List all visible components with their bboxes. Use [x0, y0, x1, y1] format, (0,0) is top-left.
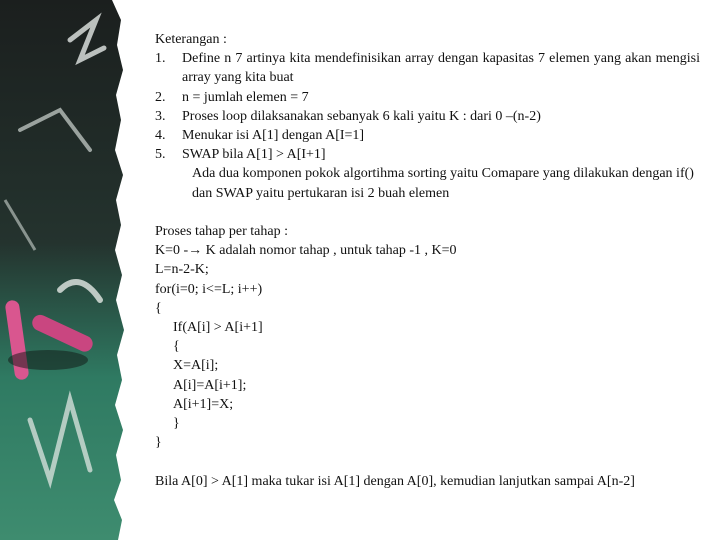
arrow-icon: → — [188, 243, 203, 259]
chalkboard-image — [0, 0, 140, 540]
item-text: n = jumlah elemen = 7 — [182, 89, 309, 105]
code-line: { — [173, 339, 180, 355]
chalkboard-decoration — [0, 0, 140, 540]
code-line: { — [155, 300, 162, 316]
code-line: If(A[i] > A[i+1] — [173, 320, 263, 336]
item-text: Proses loop dilaksanakan sebanyak 6 kali yaitu K : dari 0 –(n-2) — [182, 108, 541, 124]
item-number: 4. — [155, 128, 166, 144]
item-number: 2. — [155, 89, 166, 105]
steps-heading: Proses tahap per tahap : — [155, 224, 288, 240]
spacer — [155, 203, 700, 222]
list-item — [155, 107, 700, 126]
list-item — [155, 49, 700, 87]
k-line-text: K=0 -→ K adalah nomor tahap , untuk tahap -1 , K=0 — [155, 243, 457, 259]
note-paragraph: Ada dua komponen pokok algortihma sorting yaitu Comapare yang dilakukan dengan if() dan SWAP yaitu pertukaran isi 2 buah elemen — [192, 166, 694, 201]
item-number: 1. — [155, 51, 166, 67]
item-text: Menukar isi A[1] dengan A[I=1] — [182, 128, 365, 144]
code-line: A[i+1]=X; — [173, 396, 234, 412]
code-line: X=A[i]; — [173, 358, 219, 374]
final-paragraph: Bila A[0] > A[1] maka tukar isi A[1] dengan A[0], kemudian lanjutkan sampai A[n-2] — [155, 473, 635, 489]
code-line: A[i]=A[i+1]; — [173, 377, 247, 393]
k-line — [155, 241, 700, 260]
list-item — [155, 88, 700, 107]
document-body — [155, 30, 700, 491]
item-number: 3. — [155, 108, 166, 124]
code-line: } — [155, 435, 162, 451]
code-line: for(i=0; i<=L; i++) — [155, 281, 263, 297]
heading: Keterangan : — [155, 32, 227, 47]
item-text: SWAP bila A[1] > A[I+1] — [182, 147, 326, 163]
code-line: } — [173, 416, 180, 432]
item-text: Define n 7 artinya kita mendefinisikan array dengan kapasitas 7 elemen yang akan mengisi array yang kita buat — [182, 51, 700, 86]
list-item — [155, 126, 700, 145]
item-number: 5. — [155, 147, 166, 163]
code-line: L=n-2-K; — [155, 262, 209, 278]
spacer — [155, 452, 700, 471]
list-item — [155, 145, 700, 164]
